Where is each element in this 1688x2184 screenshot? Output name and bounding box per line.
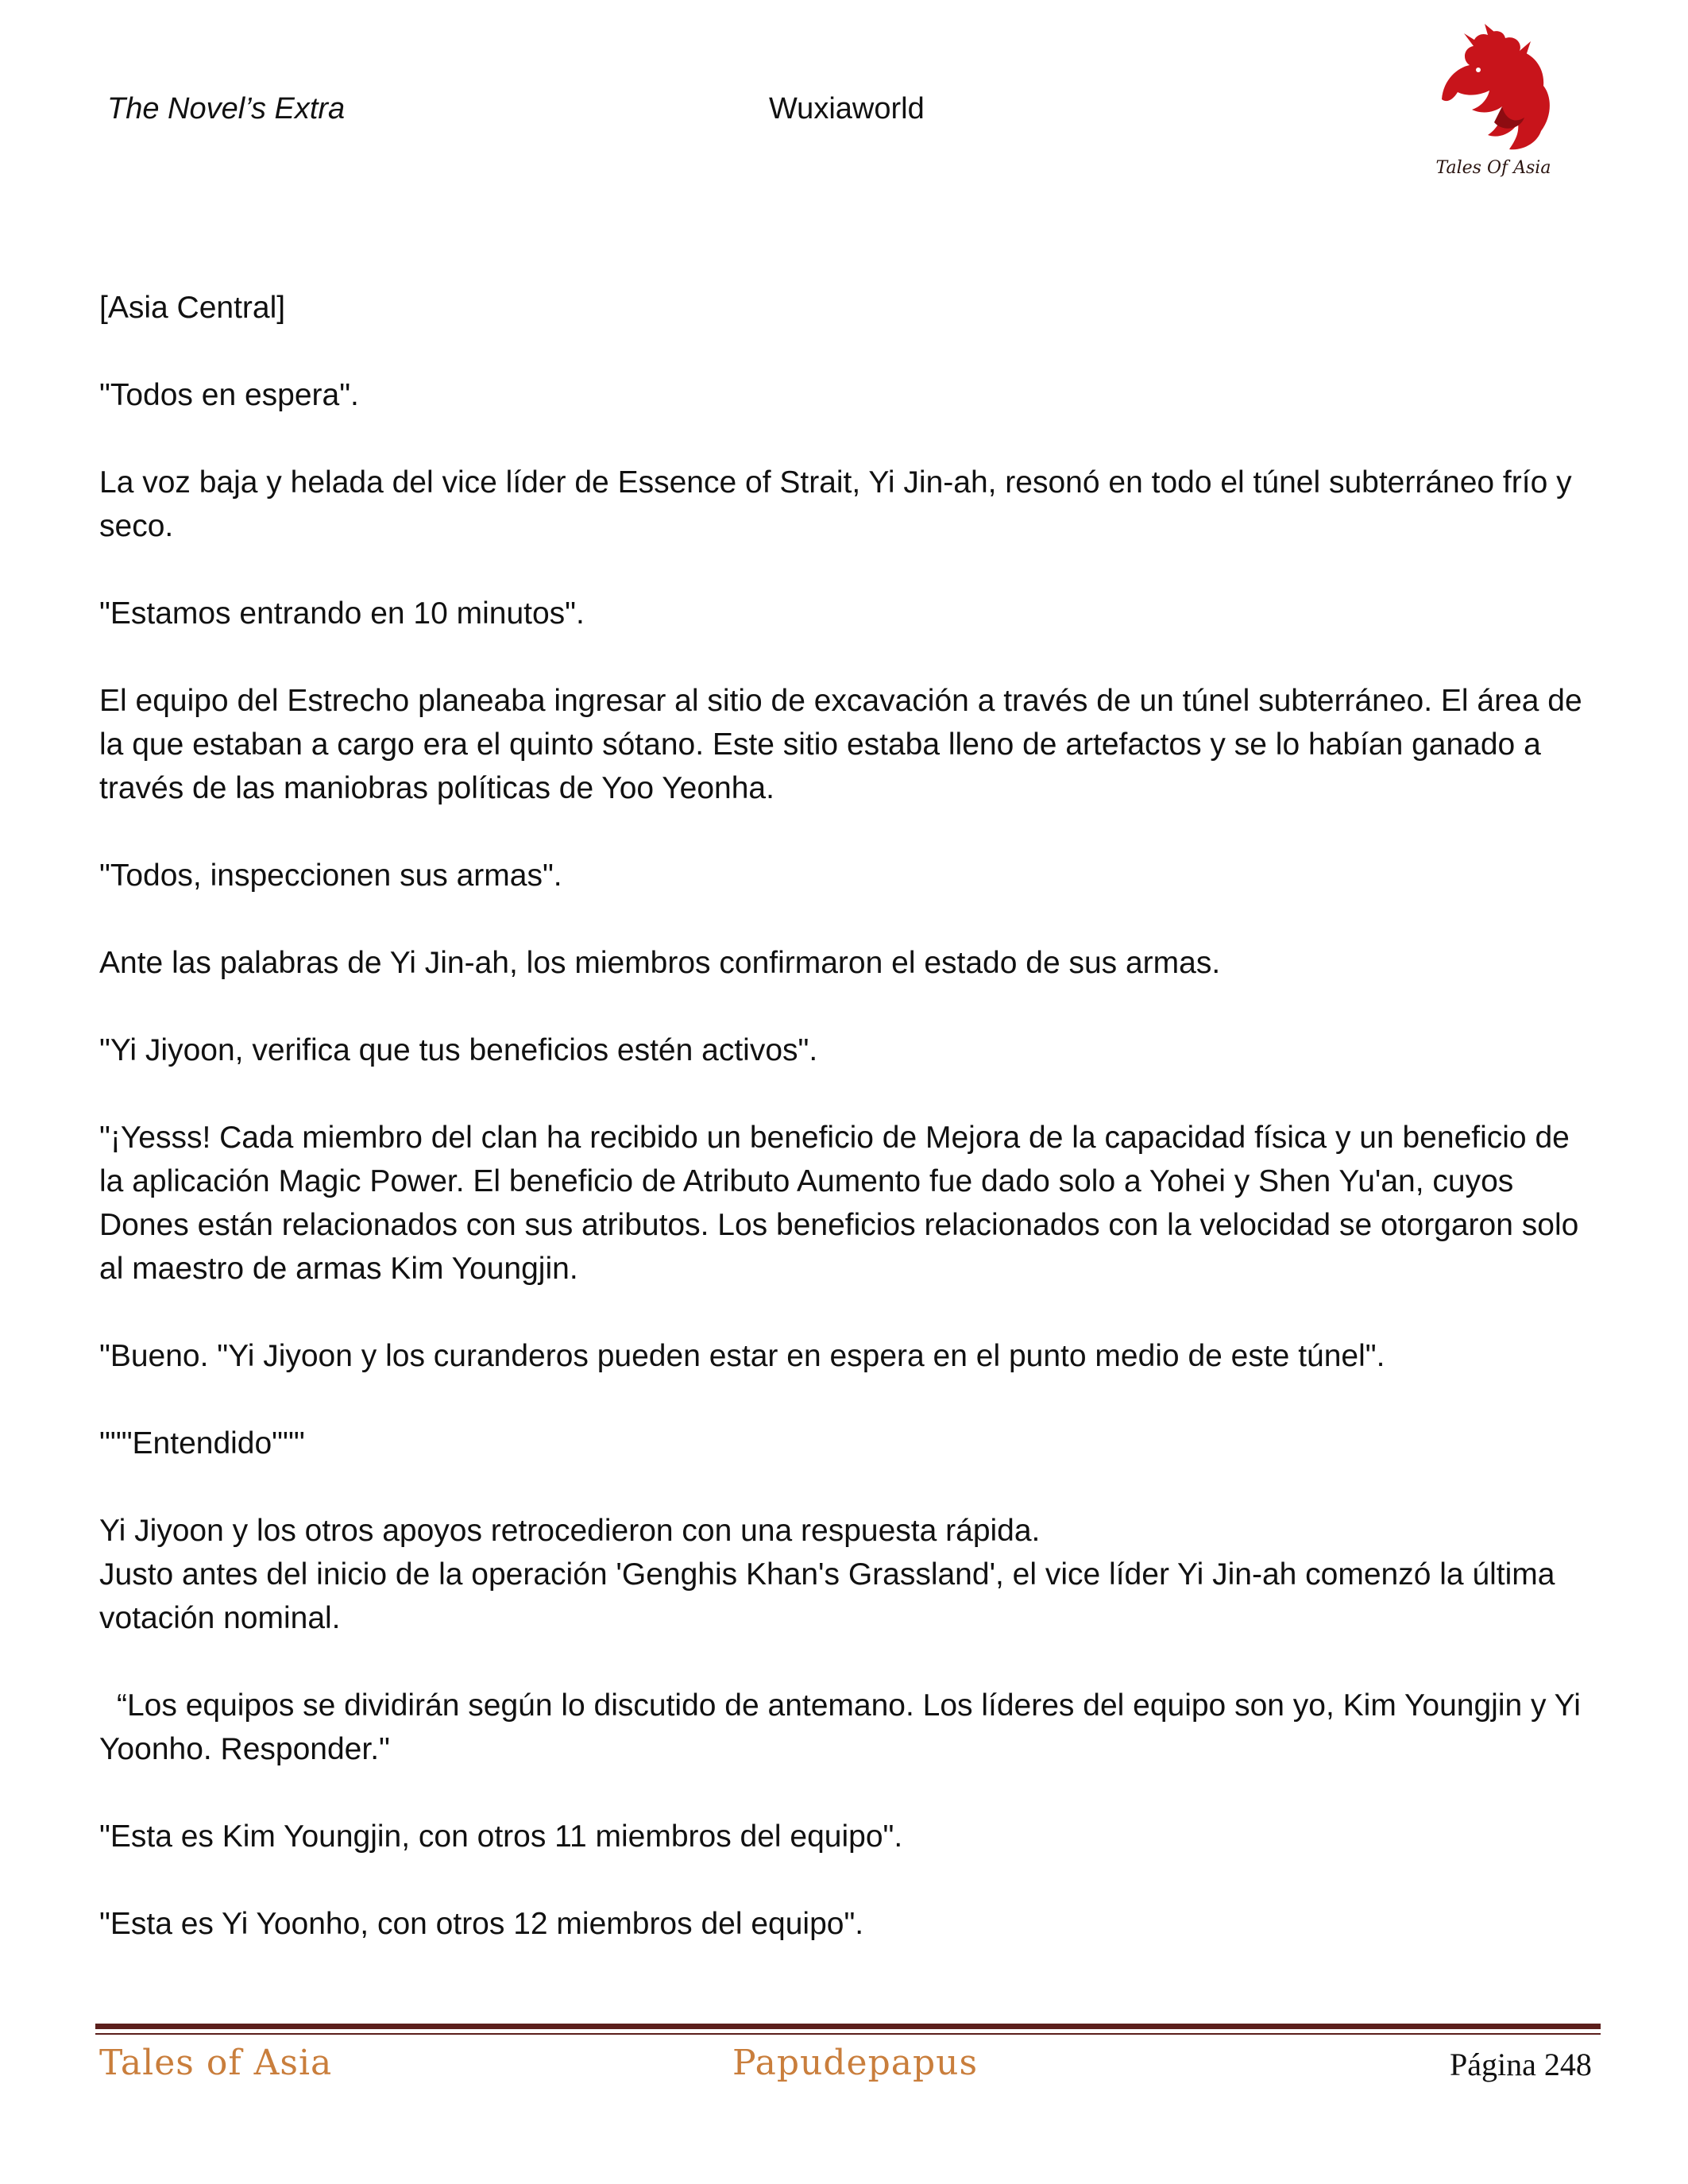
paragraph: "¡Yesss! Cada miembro del clan ha recibido un beneficio de Mejora de la capacidad física y un beneficio de la aplicación Magic Power. El beneficio de Atributo Aumento fue dado solo a Yohei y Shen Yu'an, cuyos Dones están relacionados con sus atributos. Los beneficios relacionados con la velocidad se otorgaron solo al maestro de armas Kim Youngjin. xyxy=(99,1121,1579,1286)
header-novel-title: The Novel’s Extra xyxy=(107,92,346,125)
paragraph: "Yi Jiyoon, verifica que tus beneficios estén activos". xyxy=(99,1033,818,1067)
paragraph: "Esta es Kim Youngjin, con otros 11 miembros del equipo". xyxy=(99,1819,903,1854)
paragraph: “Los equipos se dividirán según lo discutido de antemano. Los líderes del equipo son yo, Kim Youngjin y Yi Yoonho. Responder." xyxy=(99,1688,1581,1766)
page-number: Página 248 xyxy=(1450,2047,1592,2082)
paragraph: Ante las palabras de Yi Jin-ah, los miembros confirmaron el estado de sus armas. xyxy=(99,946,1221,980)
tales-of-asia-logo xyxy=(1426,24,1561,187)
paragraph: """Entendido""" xyxy=(99,1426,305,1461)
paragraph: "Estamos entrando en 10 minutos". xyxy=(99,596,585,631)
footer-divider xyxy=(95,2024,1601,2029)
paragraph: [Asia Central] xyxy=(99,291,286,325)
paragraph: "Todos, inspeccionen sus armas". xyxy=(99,859,562,893)
header-site-name: Wuxiaworld xyxy=(769,92,925,125)
footer-site-name: Tales of Asia xyxy=(99,2043,333,2083)
logo-text: Tales Of Asia xyxy=(1435,158,1551,178)
footer-divider-thin xyxy=(95,2033,1601,2035)
chapter-body xyxy=(99,286,1593,1989)
red-dragon-icon xyxy=(1442,24,1550,149)
paragraph: "Esta es Yi Yoonho, con otros 12 miembros del equipo". xyxy=(99,1907,864,1941)
paragraph: Justo antes del inicio de la operación 'Genghis Khan's Grassland', el vice líder Yi Jin-ah comenzó la última votación nominal. xyxy=(99,1557,1555,1635)
paragraph: "Bueno. "Yi Jiyoon y los curanderos pueden estar en espera en el punto medio de este túnel". xyxy=(99,1339,1385,1373)
paragraph: La voz baja y helada del vice líder de Essence of Strait, Yi Jin-ah, resonó en todo el túnel subterráneo frío y seco. xyxy=(99,465,1572,543)
footer-translator: Papudepapus xyxy=(732,2043,979,2083)
paragraph: "Todos en espera". xyxy=(99,378,359,412)
paragraph: Yi Jiyoon y los otros apoyos retrocedieron con una respuesta rápida. xyxy=(99,1514,1041,1548)
paragraph: El equipo del Estrecho planeaba ingresar al sitio de excavación a través de un túnel subterráneo. El área de la que estaban a cargo era el quinto sótano. Este sitio estaba lleno de artefactos y se lo habían ganado a través de las maniobras políticas de Yoo Yeonha. xyxy=(99,684,1582,805)
